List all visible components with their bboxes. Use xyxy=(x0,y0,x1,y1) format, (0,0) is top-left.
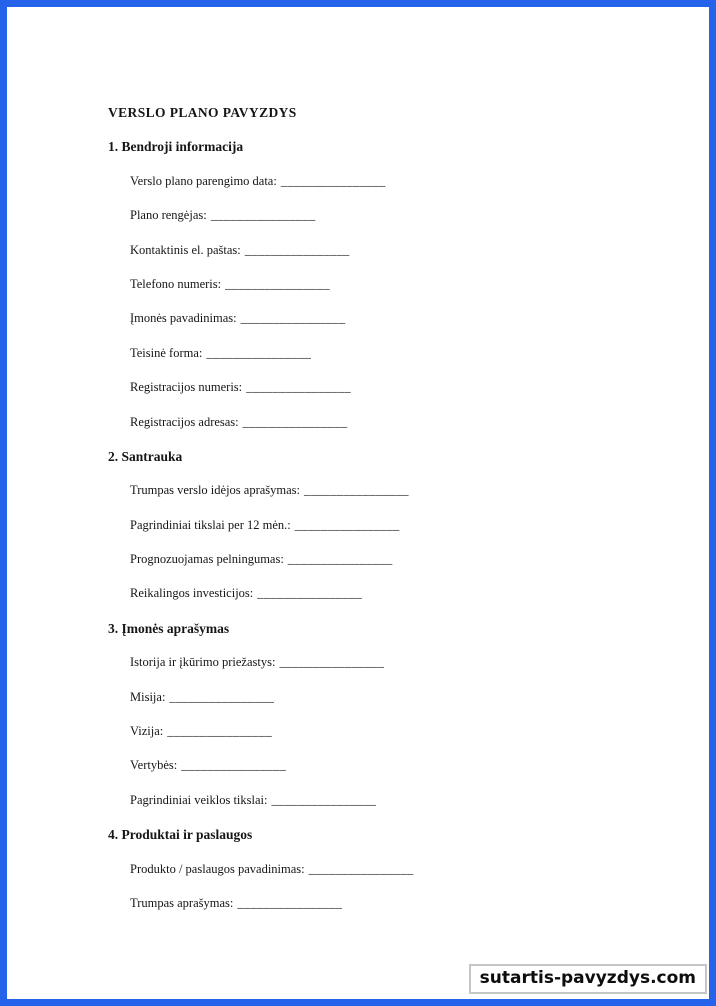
field-label: Registracijos numeris: xyxy=(130,380,243,395)
field-label: Reikalingos investicijos: xyxy=(130,586,254,601)
field-label: Vizija: xyxy=(130,724,164,739)
fill-in-blank: ________________ xyxy=(304,483,409,498)
fill-in-blank: ________________ xyxy=(246,380,351,395)
field-label: Kontaktinis el. paštas: xyxy=(130,242,241,257)
field-prognozuojamas-pelningumas xyxy=(130,551,709,585)
fill-in-blank: ________________ xyxy=(287,552,393,567)
field-trumpas-aprasymas xyxy=(130,895,709,929)
fill-in-blank: ________________ xyxy=(257,586,363,601)
document-content xyxy=(7,7,709,929)
field-vizija xyxy=(130,723,709,757)
section-heading-imones-aprasymas: 3. Įmonės aprašymas xyxy=(108,620,230,636)
fill-in-blank: ________________ xyxy=(167,724,273,739)
field-misija xyxy=(130,689,709,723)
fill-in-blank: ________________ xyxy=(181,758,287,773)
section-heading-bendroji-informacija: 1. Bendroji informacija xyxy=(108,139,244,155)
field-label: Prognozuojamas pelningumas: xyxy=(130,552,284,567)
fill-in-blank: ________________ xyxy=(279,655,385,670)
field-trumpas-verslo-idejos-aprasymas xyxy=(130,482,709,516)
field-label: Trumpas verslo idėjos aprašymas: xyxy=(130,483,301,498)
field-pagrindiniai-tikslai-per-12-men xyxy=(130,517,709,551)
field-registracijos-adresas xyxy=(130,414,709,448)
field-kontaktinis-el-pastas xyxy=(130,242,709,276)
field-label: Įmonės pavadinimas: xyxy=(130,311,237,326)
watermark-link[interactable]: sutartis-pavyzdys.com xyxy=(469,964,707,994)
fill-in-blank: ________________ xyxy=(271,792,377,807)
fill-in-blank: ________________ xyxy=(294,517,400,532)
field-registracijos-numeris xyxy=(130,379,709,413)
field-label: Produkto / paslaugos pavadinimas: xyxy=(130,861,305,876)
field-label: Misija: xyxy=(130,689,166,704)
fill-in-blank: ________________ xyxy=(169,689,275,704)
field-imones-pavadinimas xyxy=(130,310,709,344)
field-label: Plano rengėjas: xyxy=(130,208,207,223)
field-teisine-forma xyxy=(130,345,709,379)
fill-in-blank: ________________ xyxy=(210,208,316,223)
field-label: Trumpas aprašymas: xyxy=(130,895,234,910)
fill-in-blank: ________________ xyxy=(206,345,312,360)
field-plano-rengejas xyxy=(130,207,709,241)
field-label: Verslo plano parengimo data: xyxy=(130,173,277,188)
field-label: Pagrindiniai veiklos tikslai: xyxy=(130,792,268,807)
fill-in-blank: ________________ xyxy=(225,276,330,291)
field-label: Registracijos adresas: xyxy=(130,414,239,429)
section-heading-produktai-ir-paslaugos: 4. Produktai ir paslaugos xyxy=(108,827,253,843)
field-verslo-plano-parengimo-data xyxy=(130,173,709,207)
fill-in-blank: ________________ xyxy=(280,173,386,188)
field-label: Vertybės: xyxy=(130,758,178,773)
fill-in-blank: ________________ xyxy=(237,895,343,910)
field-istorija-ir-ikurimo-priezastys xyxy=(130,654,709,688)
fill-in-blank: ________________ xyxy=(240,311,346,326)
page-title: VERSLO PLANO PAVYZDYS xyxy=(108,105,297,120)
field-label: Pagrindiniai tikslai per 12 mėn.: xyxy=(130,517,291,532)
field-label: Telefono numeris: xyxy=(130,276,222,291)
field-label: Teisinė forma: xyxy=(130,345,203,360)
field-vertybes xyxy=(130,757,709,791)
fill-in-blank: ________________ xyxy=(244,242,350,257)
field-telefono-numeris xyxy=(130,276,709,310)
field-pagrindiniai-veiklos-tikslai xyxy=(130,792,709,826)
section-heading-santrauka: 2. Santrauka xyxy=(108,448,183,464)
field-produkto-paslaugos-pavadinimas xyxy=(130,861,709,895)
fill-in-blank: ________________ xyxy=(242,414,348,429)
field-label: Istorija ir įkūrimo priežastys: xyxy=(130,655,276,670)
field-reikalingos-investicijos xyxy=(130,585,709,619)
fill-in-blank: ________________ xyxy=(308,861,414,876)
